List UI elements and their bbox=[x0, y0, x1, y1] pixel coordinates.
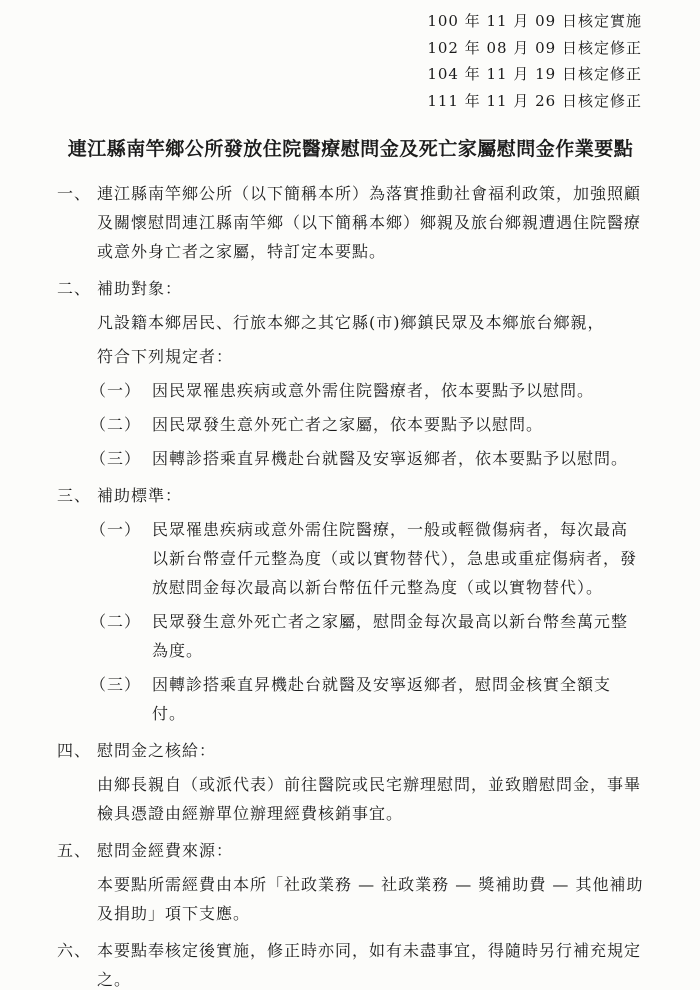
document-body bbox=[57, 179, 644, 990]
section-3-item-2-number: （二） bbox=[90, 612, 142, 631]
section-2-paragraph-1: 凡設籍本鄉居民、行旅本鄉之其它縣(市)鄉鎮民眾及本鄉旅台鄉親， bbox=[97, 313, 605, 332]
section-3-item-3 bbox=[90, 670, 644, 728]
page-title: 連江縣南竿鄉公所發放住院醫療慰問金及死亡家屬慰問金作業要點 bbox=[67, 138, 634, 160]
section-2-item-3 bbox=[90, 444, 644, 473]
section-3-item-1-text: 民眾罹患疾病或意外需住院醫療，一般或輕微傷病者，每次最高以新台幣壹仟元整為度（或以實物替代），急患或重症傷病者，發放慰問金每次最高以新台幣伍仟元整為度（或以實物替代）。 bbox=[152, 520, 638, 597]
section-2-item-2-number: （二） bbox=[90, 415, 142, 434]
section-3-item-2 bbox=[90, 607, 644, 665]
section-2-paragraph-2: 符合下列規定者： bbox=[97, 347, 234, 366]
section-4 bbox=[57, 736, 644, 765]
revision-date-line: 100 年 11 月 09 日核定實施 bbox=[427, 12, 642, 30]
section-6-text: 本要點奉核定後實施，修正時亦同，如有未盡事宜，得隨時另行補充規定之。 bbox=[97, 941, 642, 989]
section-2-item-3-text: 因轉診搭乘直昇機赴台就醫及安寧返鄉者，依本要點予以慰問。 bbox=[152, 449, 629, 468]
section-2-number: 二、 bbox=[57, 279, 92, 298]
section-5 bbox=[57, 836, 644, 865]
section-5-paragraph: 本要點所需經費由本所「社政業務 — 社政業務 — 獎補助費 — 其他補助及捐助」項下支應。 bbox=[97, 875, 644, 923]
section-3-number: 三、 bbox=[57, 486, 92, 505]
section-2-item-1-number: （一） bbox=[90, 381, 142, 400]
section-3-item-3-number: （三） bbox=[90, 675, 142, 694]
section-2-item-2 bbox=[90, 410, 644, 439]
section-4-number: 四、 bbox=[57, 741, 92, 760]
section-2 bbox=[57, 274, 644, 303]
section-4-paragraph: 由鄉長親自（或派代表）前往醫院或民宅辦理慰問，並致贈慰問金，事畢檢具憑證由經辦單位辦理經費核銷事宜。 bbox=[97, 775, 642, 823]
section-6 bbox=[57, 936, 644, 990]
section-3-item-3-text: 因轉診搭乘直昇機赴台就醫及安寧返鄉者，慰問金核實全額支付。 bbox=[152, 675, 612, 723]
section-3-item-2-text: 民眾發生意外死亡者之家屬，慰問金每次最高以新台幣叁萬元整為度。 bbox=[152, 612, 629, 660]
section-3 bbox=[57, 481, 644, 510]
section-6-number: 六、 bbox=[57, 941, 92, 960]
revision-dates bbox=[57, 8, 644, 114]
revision-date-line: 111 年 11 月 26 日核定修正 bbox=[427, 91, 642, 110]
section-2-item-3-number: （三） bbox=[90, 449, 142, 468]
section-3-heading: 補助標準： bbox=[97, 486, 183, 505]
section-1-text: 連江縣南竿鄉公所（以下簡稱本所）為落實推動社會福利政策，加強照顧及關懷慰問連江縣南竿鄉（以下簡稱本鄉）鄉親及旅台鄉親遭遇住院醫療或意外身亡者之家屬，特訂定本要點。 bbox=[97, 184, 642, 261]
section-2-item-2-text: 因民眾發生意外死亡者之家屬，依本要點予以慰問。 bbox=[152, 415, 544, 434]
section-1 bbox=[57, 179, 644, 266]
section-5-number: 五、 bbox=[57, 841, 92, 860]
section-3-item-1 bbox=[90, 515, 644, 602]
section-5-heading: 慰問金經費來源： bbox=[97, 841, 234, 860]
revision-date-line: 102 年 08 月 09 日核定修正 bbox=[427, 38, 642, 57]
section-1-number: 一、 bbox=[57, 184, 92, 203]
section-2-heading: 補助對象： bbox=[97, 279, 183, 298]
section-4-heading: 慰問金之核給： bbox=[97, 741, 217, 760]
section-2-item-1-text: 因民眾罹患疾病或意外需住院醫療者，依本要點予以慰問。 bbox=[152, 381, 595, 400]
section-3-item-1-number: （一） bbox=[90, 520, 142, 539]
revision-date-line: 104 年 11 月 19 日核定修正 bbox=[427, 65, 642, 83]
section-2-item-1 bbox=[90, 376, 644, 405]
